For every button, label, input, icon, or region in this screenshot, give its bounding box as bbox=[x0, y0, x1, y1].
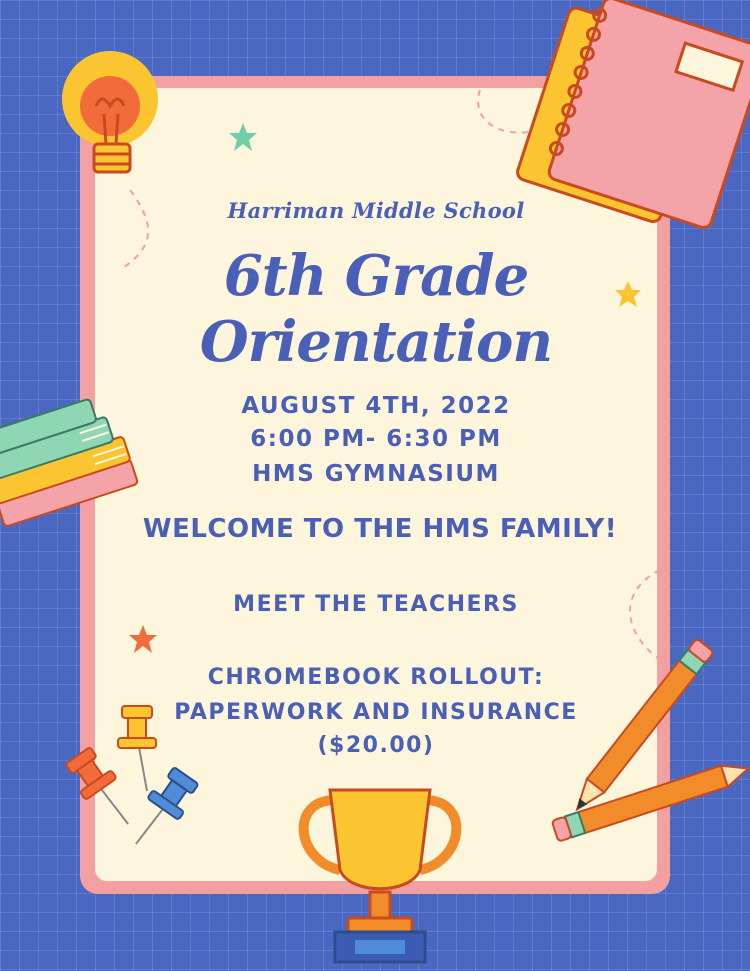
chromebook-line-1: CHROMEBOOK ROLLOUT: bbox=[207, 665, 545, 690]
event-time: 6:00 PM- 6:30 PM bbox=[250, 426, 502, 452]
school-name: Harriman Middle School bbox=[227, 198, 525, 223]
meet-teachers: MEET THE TEACHERS bbox=[233, 592, 519, 617]
star-icon bbox=[228, 122, 258, 152]
chromebook-line-2: PAPERWORK AND INSURANCE bbox=[174, 700, 578, 725]
event-location: HMS GYMNASIUM bbox=[252, 461, 500, 487]
star-icon bbox=[128, 624, 158, 654]
notebook-icon bbox=[512, 0, 750, 230]
pencil-icon bbox=[548, 610, 748, 840]
trophy-icon bbox=[290, 780, 470, 965]
title-line-1: 6th Grade bbox=[223, 243, 529, 309]
event-date: AUGUST 4TH, 2022 bbox=[241, 393, 511, 419]
title-line-2: Orientation bbox=[199, 309, 553, 375]
welcome-message: WELCOME TO THE HMS FAMILY! bbox=[142, 514, 618, 544]
chromebook-line-3: ($20.00) bbox=[317, 733, 435, 758]
lightbulb-icon bbox=[58, 44, 168, 184]
